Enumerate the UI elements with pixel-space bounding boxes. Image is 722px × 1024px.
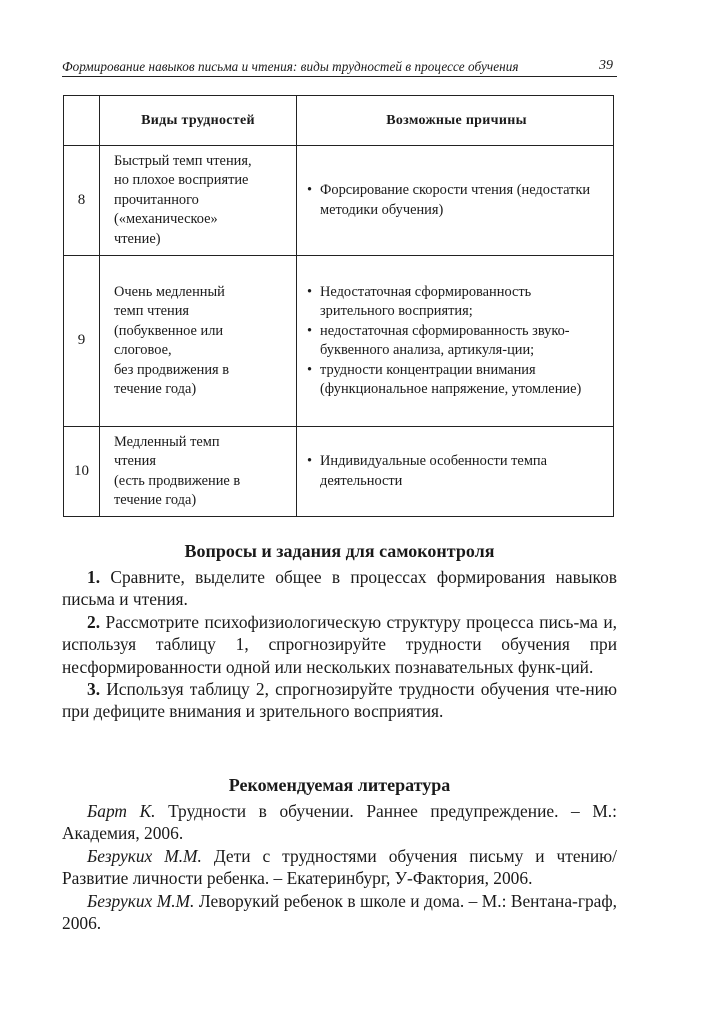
table-row <box>64 146 614 256</box>
difficulty-line: чтения <box>114 453 156 469</box>
difficulty-line: (есть продвижение в <box>114 472 241 489</box>
literature-text: Дети с трудностями обучения письму и чтению/ Развитие личности ребенка. – Екатеринбург, У-Фактория, 2006. <box>62 845 617 889</box>
literature-list <box>62 800 617 934</box>
difficulty-cell <box>100 427 297 517</box>
running-header <box>62 58 617 77</box>
causes-cell <box>297 146 614 256</box>
question-number: 2. <box>87 611 101 632</box>
questions-heading: Вопросы и задания для самоконтроля <box>184 541 495 561</box>
difficulty-line: Быстрый темп чтения, <box>114 152 252 169</box>
difficulty-line: Очень медленный <box>114 283 225 300</box>
causes-list <box>304 181 609 220</box>
question-text: Используя таблицу 2, спрогнозируйте трудности обучения чте-нию при дефиците внимания и зрительного восприятия. <box>62 679 617 722</box>
question-number: 3. <box>87 679 101 700</box>
cause-item: • трудности концентрации внимания (функциональное напряжение, утомление) <box>304 361 609 400</box>
question-item <box>62 678 617 723</box>
literature-author: Барт К. <box>87 801 156 821</box>
difficulty-line: но плохое восприятие <box>114 172 249 189</box>
question-item <box>62 566 617 611</box>
row-number: 9 <box>64 256 100 427</box>
difficulty-line: («механическое» <box>114 211 218 228</box>
difficulty-cell <box>100 146 297 256</box>
cause-item: • Недостаточная сформированность зрительного восприятия; <box>304 283 609 322</box>
literature-item <box>62 890 617 935</box>
difficulty-cell <box>100 256 297 427</box>
literature-text: Трудности в обучении. Раннее предупреждение. – М.: Академия, 2006. <box>62 801 617 844</box>
literature-author: Безруких М.М. <box>87 890 195 911</box>
running-title: Формирование навыков письма и чтения: виды трудностей в процессе обучения <box>62 59 519 74</box>
table-header-row <box>64 96 614 146</box>
row-number: 8 <box>64 146 100 256</box>
literature-item <box>62 800 617 845</box>
literature-heading: Рекомендуемая литература <box>228 775 451 795</box>
difficulty-line: течение года) <box>114 492 197 508</box>
causes-list <box>304 452 609 491</box>
literature-author: Безруких М.М. <box>87 845 202 866</box>
literature-text: Леворукий ребенок в школе и дома. – М.: Вентана-граф, 2006. <box>62 890 617 934</box>
row-number: 10 <box>64 427 100 517</box>
question-number: 1. <box>87 567 101 587</box>
table-row <box>64 256 614 427</box>
difficulty-line: Медленный темп <box>114 433 220 450</box>
difficulty-line: течение года) <box>114 381 197 397</box>
page-number: 39 <box>599 58 613 73</box>
difficulty-line: прочитанного <box>114 191 199 208</box>
difficulty-line: чтение) <box>114 230 161 247</box>
difficulty-line: (побуквенное или <box>114 322 224 339</box>
difficulty-line: без продвижения в <box>114 361 230 378</box>
difficulty-line: темп чтения <box>114 303 190 319</box>
column-header-causes: Возможные причины <box>297 96 614 146</box>
cause-item: • недостаточная сформированность звуко-буквенного анализа, артикуля-ции; <box>304 322 609 361</box>
cause-item: • Форсирование скорости чтения (недостатки методики обучения) <box>304 181 609 220</box>
question-text: Сравните, выделите общее в процессах формирования навыков письма и чтения. <box>62 567 617 610</box>
question-text: Рассмотрите психофизиологическую структуру процесса пись-ма и, используя таблицу 1, спрогнозируйте трудности обучения при несформированности одной или нескольких познавательных функ-ций. <box>62 611 617 677</box>
causes-cell <box>297 256 614 427</box>
difficulties-table <box>63 95 614 517</box>
questions-list <box>62 566 617 723</box>
literature-item <box>62 845 617 890</box>
cause-item: • Индивидуальные особенности темпа деятельности <box>304 452 609 491</box>
column-header-difficulty: Виды трудностей <box>100 96 297 146</box>
difficulty-line: слоговое, <box>114 342 172 358</box>
table-row <box>64 427 614 517</box>
column-header-number <box>64 96 100 146</box>
causes-cell <box>297 427 614 517</box>
causes-list <box>304 283 609 400</box>
question-item <box>62 611 617 678</box>
